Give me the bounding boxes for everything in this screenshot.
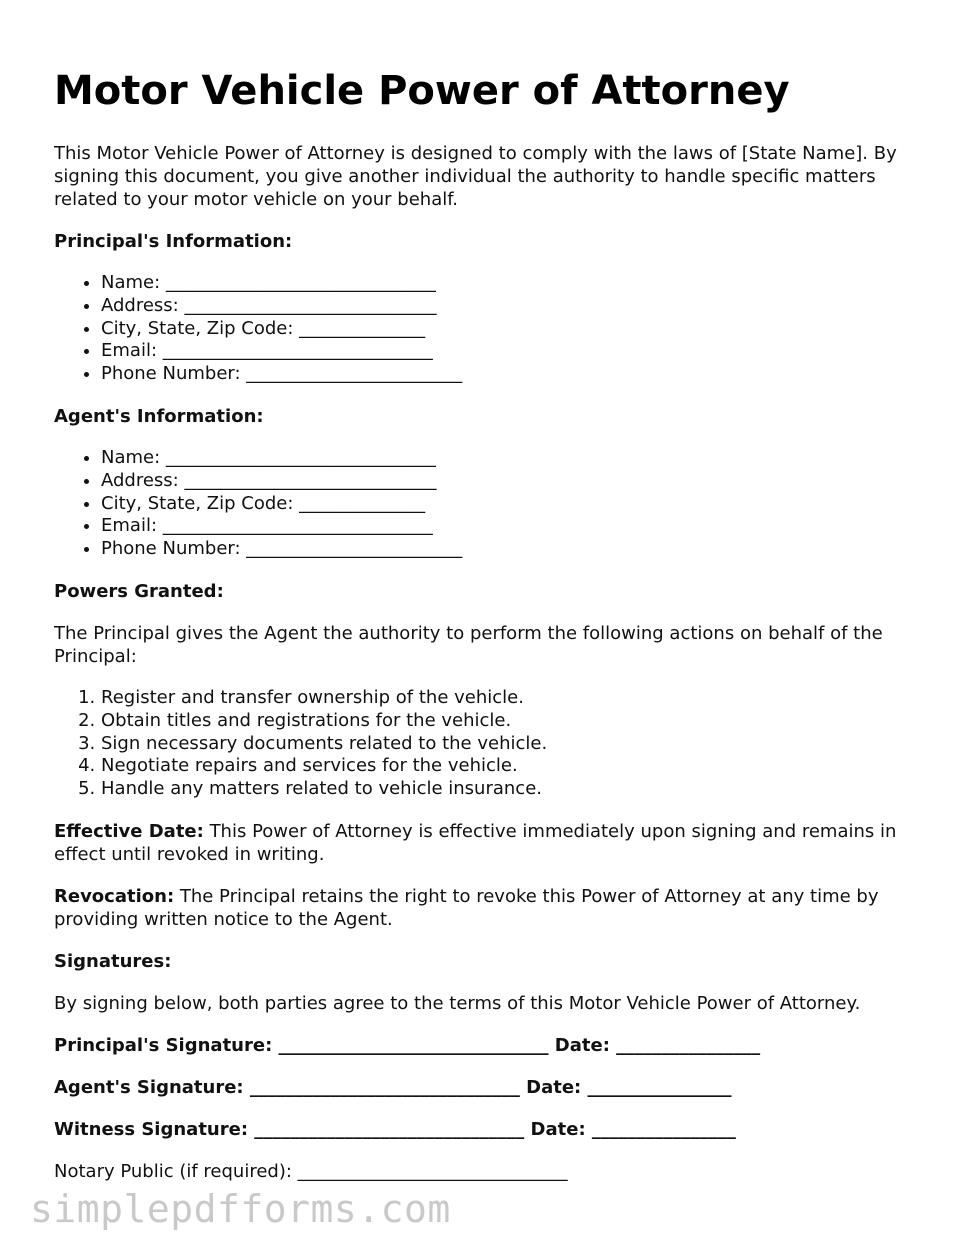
revocation-label: Revocation:	[54, 885, 175, 907]
witness-signature-line: Witness Signature: ______________________________ Date: ________________	[54, 1118, 736, 1140]
signatures-intro: By signing below, both parties agree to the terms of this Motor Vehicle Power of Attorney.	[54, 992, 861, 1014]
principal-fields-list	[54, 272, 934, 386]
principal-signature-line: Principal's Signature: ______________________________ Date: ________________	[54, 1034, 761, 1056]
agent-fields-list	[54, 447, 934, 561]
principal-name-field: • Name: ______________________________	[101, 272, 934, 295]
principal-address-field: • Address: ____________________________	[101, 295, 934, 318]
notary-line: Notary Public (if required): ______________________________	[54, 1160, 568, 1182]
powers-intro: The Principal gives the Agent the authority to perform the following actions on behalf of the Principal:	[54, 622, 883, 667]
agent-phone-field: • Phone Number: ________________________	[101, 538, 934, 561]
power-item: 2. Obtain titles and registrations for the vehicle.	[101, 710, 934, 733]
intro-paragraph: This Motor Vehicle Power of Attorney is designed to comply with the laws of [State Name]. By signing this document, you give another individual the authority to handle specific matters related to your motor vehicle on your behalf.	[54, 143, 897, 210]
powers-list	[54, 687, 934, 801]
power-item: 3. Sign necessary documents related to the vehicle.	[101, 733, 934, 756]
agent-email-field: • Email: ______________________________	[101, 515, 934, 538]
agent-signature-line: Agent's Signature: ______________________________ Date: ________________	[54, 1076, 732, 1098]
principal-email-field: • Email: ______________________________	[101, 340, 934, 363]
powers-heading: Powers Granted:	[54, 580, 224, 602]
revocation-paragraph	[54, 885, 934, 931]
agent-name-field: • Name: ______________________________	[101, 447, 934, 470]
revocation-text: The Principal retains the right to revoke this Power of Attorney at any time by providing written notice to the Agent.	[54, 885, 879, 930]
principal-city-field: • City, State, Zip Code: ______________	[101, 318, 934, 341]
effective-date-text: This Power of Attorney is effective immediately upon signing and remains in effect until revoked in writing.	[54, 820, 897, 865]
power-item: 4. Negotiate repairs and services for the vehicle.	[101, 755, 934, 778]
document-page	[54, 64, 934, 1202]
watermark-logo: simplepdfforms.com	[30, 1187, 451, 1231]
power-item: 1. Register and transfer ownership of the vehicle.	[101, 687, 934, 710]
document-title: Motor Vehicle Power of Attorney	[54, 68, 790, 114]
principal-heading: Principal's Information:	[54, 231, 293, 252]
agent-heading: Agent's Information:	[54, 405, 264, 427]
signatures-heading: Signatures:	[54, 950, 172, 972]
agent-address-field: • Address: ____________________________	[101, 470, 934, 493]
power-item: 5. Handle any matters related to vehicle insurance.	[101, 778, 934, 801]
principal-phone-field: • Phone Number: ________________________	[101, 363, 934, 386]
effective-date-label: Effective Date:	[54, 820, 204, 842]
effective-date-paragraph	[54, 820, 934, 866]
agent-city-field: • City, State, Zip Code: ______________	[101, 493, 934, 516]
